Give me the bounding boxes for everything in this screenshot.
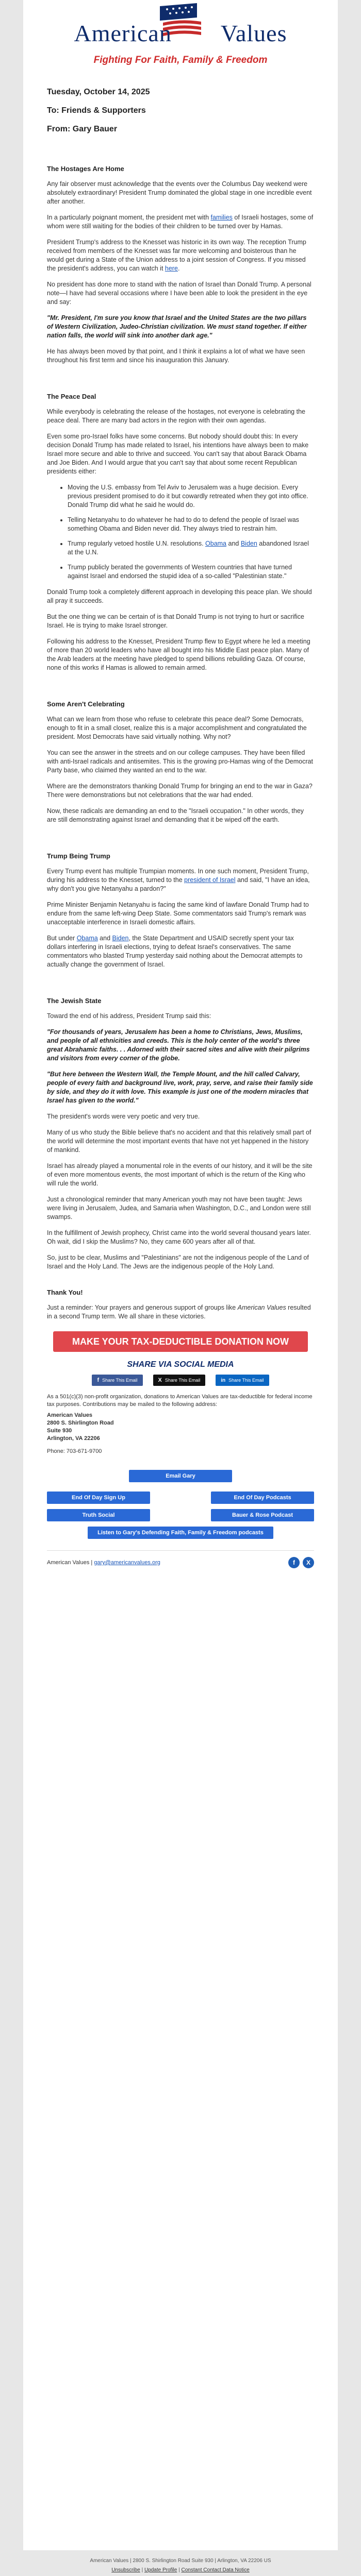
bottom-address: American Values | 2800 S. Shirlington Road Suite 930 | Arlington, VA 22206 US bbox=[90, 2558, 271, 2564]
quote: "But here between the Western Wall, the Temple Mount, and the hill called Calvary, people of every faith and background live, work, pray, serve, and raise their family side by side, and they do it with love. This example is just one of the modern miracles that Israel has given to the world." bbox=[47, 1071, 313, 1104]
share-row bbox=[23, 1375, 338, 1386]
paragraph: Donald Trump took a completely different approach in developing this peace plan. We should all pray it succeeds. bbox=[47, 588, 312, 604]
org-phone: Phone: 703-671-9700 bbox=[47, 1448, 102, 1454]
podcasts-button[interactable]: End Of Day Podcasts bbox=[211, 1492, 314, 1504]
footer-email-link[interactable]: gary@americanvalues.org bbox=[94, 1560, 160, 1566]
org-address-2: Suite 930 bbox=[47, 1428, 72, 1434]
from-line: From: Gary Bauer bbox=[47, 125, 118, 133]
logo bbox=[23, 0, 338, 58]
president-of-israel-link[interactable]: president of Israel bbox=[184, 876, 236, 884]
paragraph: No president has done more to stand with the nation of Israel than Donald Trump. A personal note—I have had several occasions where I have been able to look the president in the eye and say: bbox=[47, 281, 311, 306]
org-address-3: Arlington, VA 22206 bbox=[47, 1435, 100, 1442]
paragraph: Every Trump event has multiple Trumpian moments. In one such moment, President Trump, during his address to the Knesset, turned to the president of Israel and said, "I have an idea, why don't you give Netanyahu a pardon?" bbox=[47, 868, 310, 892]
org-address-1: 2800 S. Shirlington Road bbox=[47, 1420, 114, 1426]
paragraph: Any fair observer must acknowledge that the events over the Columbus Day weekend were absolutely extraordinary! President Trump dominated the global stage in one incredible event after another. bbox=[47, 180, 312, 205]
paragraph: He has always been moved by that point, and I think it explains a lot of what we have seen throughout his first term and since his inauguration this January. bbox=[47, 348, 305, 364]
families-link[interactable]: families bbox=[210, 214, 233, 221]
paragraph: Just a reminder: Your prayers and generous support of groups like American Values resulted in a second Trump term. We all share in these victories. bbox=[47, 1304, 311, 1320]
tagline: Fighting For Faith, Family & Freedom bbox=[93, 55, 268, 65]
biden-link[interactable]: Biden bbox=[112, 935, 129, 942]
to-line: To: Friends & Supporters bbox=[47, 106, 146, 115]
paragraph: But the one thing we can be certain of is that Donald Trump is not trying to hurt or sacrifice Israel. He is trying to make Israel stronger. bbox=[47, 613, 304, 629]
x-icon[interactable]: X bbox=[303, 1557, 314, 1568]
signup-button[interactable]: End Of Day Sign Up bbox=[47, 1492, 150, 1504]
facebook-icon: f bbox=[97, 1377, 100, 1383]
watch-here-link[interactable]: here bbox=[165, 265, 178, 272]
paragraph: While everybody is celebrating the release of the hostages, not everyone is celebrating the peace deal. There are many bad actors in the region with their own agendas. bbox=[47, 408, 305, 424]
paragraph: Even some pro-Israel folks have some concerns. But nobody should doubt this: In every decision Donald Trump has made related to Israel, his intentions have always been to make Israel more secure and able to thrive and succeed. You can't say that about Barack Obama and Joe Biden. And I would argue that you can't say that about some recent Republican presidents either: bbox=[47, 433, 309, 475]
logo-wordmark: American Values bbox=[74, 20, 287, 46]
paragraph: In a particularly poignant moment, the president met with families of Israeli hostages, some of whom were still waiting for the bodies of their children to be turned over by Hamas. bbox=[47, 214, 314, 230]
footer-line bbox=[47, 1550, 314, 1568]
share-title: SHARE VIA SOCIAL MEDIA bbox=[127, 1360, 234, 1369]
share-x-button[interactable]: X Share This Email bbox=[153, 1375, 206, 1386]
share-linkedin-button[interactable]: in Share This Email bbox=[216, 1375, 269, 1386]
update-profile-link[interactable]: Update Profile bbox=[144, 2567, 177, 2573]
facebook-icon[interactable]: f bbox=[288, 1557, 300, 1568]
list-item: • Telling Netanyahu to do whatever he had to do to defend the people of Israel was something Obama and Biden never did. They always tried to restrain him. bbox=[68, 516, 314, 533]
biden-link[interactable]: Biden bbox=[240, 540, 257, 547]
paragraph: Many of us who study the Bible believe that's no accident and that this relatively small part of the world will determine the most important events that have not yet happened in the history of mankind. bbox=[47, 1129, 311, 1154]
paragraph: What can we learn from those who refuse to celebrate this peace deal? Some Democrats, enough to fit in a small closet, realize this is a major accomplishment and congratulated the president. Most Democrats have said virtually nothing. Why not? bbox=[47, 716, 307, 740]
obama-link[interactable]: Obama bbox=[205, 540, 227, 547]
paragraph: Where are the demonstrators thanking Donald Trump for bringing an end to the war in Gaza? There were demonstrations but not celebrations that the war had ended. bbox=[47, 783, 313, 799]
footer-social bbox=[285, 1557, 314, 1568]
bottom-links: Unsubscribe | Update Profile | Constant Contact Data Notice bbox=[111, 2567, 250, 2573]
paragraph: You can see the answer in the streets and on our college campuses. They have been filled with anti-Israel radicals and antisemites. This is the growing pro-Hamas wing of the Democrat Party base, who claimed they wanted an end to the war. bbox=[47, 749, 313, 774]
paragraph: Now, these radicals are demanding an end to the "Israeli occupation." In other words, they are still demonstrating against Israel and demanding that it be wiped off the earth. bbox=[47, 807, 304, 823]
footer-org: American Values | gary@americanvalues.org bbox=[47, 1560, 160, 1566]
section-title: The Hostages Are Home bbox=[47, 165, 124, 173]
list-item: • Trump publicly berated the governments of Western countries that have turned against Israel and endorsed the stupid idea of a so-called "Palestinian state." bbox=[68, 563, 314, 581]
section-title: Some Aren't Celebrating bbox=[47, 700, 125, 708]
paragraph: Just a chronological reminder that many American youth may not have been taught: Jews were living in Jerusalem, Judea, and Samaria when Washington, D.C., and London were still swamps. bbox=[47, 1196, 311, 1221]
paragraph: The president's words were very poetic and very true. bbox=[47, 1113, 200, 1120]
obama-link[interactable]: Obama bbox=[76, 935, 98, 942]
date: Tuesday, October 14, 2025 bbox=[47, 88, 150, 96]
list-item: • Trump regularly vetoed hostile U.N. resolutions. Obama and Biden abandoned Israel at the U.N. bbox=[68, 539, 314, 557]
share-facebook-button[interactable]: f Share This Email bbox=[92, 1375, 142, 1386]
email-gary-button[interactable]: Email Gary bbox=[129, 1470, 232, 1482]
truth-social-button[interactable]: Truth Social bbox=[47, 1509, 150, 1521]
paragraph: Toward the end of his address, President Trump said this: bbox=[47, 1012, 211, 1020]
quote: "For thousands of years, Jerusalem has been a home to Christians, Jews, Muslims, and people of all ethnicities and creeds. This is the holy center of the world's three great Abrahamic faiths. . . Adorned with their sacred sites and alive with their pilgrims and visitors from every corner of the globe. bbox=[47, 1028, 310, 1062]
org-name: American Values bbox=[47, 1412, 93, 1418]
paragraph: But under Obama and Biden, the State Department and USAID secretly spent your tax dollars interfering in Israeli elections, trying to defeat Israel's conservatives. The same commentators who blasted Trump yesterday said nothing about the Democrat attempts to actually change the government of Israel. bbox=[47, 935, 303, 968]
listen-podcasts-button[interactable]: Listen to Gary's Defending Faith, Family & Freedom podcasts bbox=[88, 1527, 273, 1539]
data-notice-link[interactable]: Constant Contact Data Notice bbox=[181, 2567, 250, 2573]
section-title: Thank You! bbox=[47, 1289, 83, 1296]
unsubscribe-link[interactable]: Unsubscribe bbox=[111, 2567, 140, 2573]
linkedin-icon: in bbox=[221, 1377, 226, 1383]
paragraph: So, just to be clear, Muslims and "Palestinians" are not the indigenous people of the Land of Israel and the Holy Land. The Jews are the indigenous people of the Holy Land. bbox=[47, 1254, 309, 1270]
paragraph: In the fulfillment of Jewish prophecy, Christ came into the world several thousand years later. Oh wait, did I skip the Muslims? No, they came 600 years after all of that. bbox=[47, 1229, 311, 1245]
bottom-footer bbox=[0, 2556, 361, 2575]
section-title: The Jewish State bbox=[47, 997, 102, 1005]
paragraph: Israel has already played a monumental role in the events of our history, and it will be the site of even more momentous events, the most important of which is the return of the King who will rule the world. bbox=[47, 1162, 313, 1187]
donate-button[interactable]: MAKE YOUR TAX-DEDUCTIBLE DONATION NOW bbox=[53, 1331, 308, 1352]
bauer-rose-button[interactable]: Bauer & Rose Podcast bbox=[211, 1509, 314, 1521]
quote: "Mr. President, I'm sure you know that Israel and the United States are the two pillars of Western Civilization, Judeo-Christian civilization. We must stand together. If either nation falls, the world will sink into another dark age." bbox=[47, 314, 307, 339]
section-title: The Peace Deal bbox=[47, 393, 96, 400]
tax-disclaimer: As a 501(c)(3) non-profit organization, donations to American Values are tax-deductible for federal income tax purposes. Contributions may be mailed to the following address: bbox=[47, 1394, 313, 1408]
paragraph: Prime Minister Benjamin Netanyahu is facing the same kind of lawfare Donald Trump had to endure from the same left-wing Deep State. Some commentators said Trump's remark was unacceptable interference in Israeli domestic affairs. bbox=[47, 901, 309, 926]
list-item: • Moving the U.S. embassy from Tel Aviv to Jerusalem was a huge decision. Every previous president promised to do it but cowardly retreated when they got into office. Donald Trump did what he said he would do. bbox=[68, 483, 314, 510]
bullet-list bbox=[47, 483, 314, 581]
section-title: Trump Being Trump bbox=[47, 852, 110, 860]
x-icon: X bbox=[158, 1377, 162, 1383]
paragraph: President Trump's address to the Knesset was historic in its own way. The reception Trump received from members of the Knesset was far more welcoming and boisterous than he would get during a State of the Union address to a joint session of Congress. If you missed the president's address, you can watch it here. bbox=[47, 239, 306, 272]
email-card bbox=[23, 0, 338, 2550]
paragraph: Following his address to the Knesset, President Trump flew to Egypt where he led a meeting of more than 20 world leaders who have all bought into his Middle East peace plan. Many of the Arab leaders at the meeting have pledged to spend billions rebuilding Gaza. Of course, none of this works if Hamas is allowed to remain armed. bbox=[47, 638, 310, 671]
